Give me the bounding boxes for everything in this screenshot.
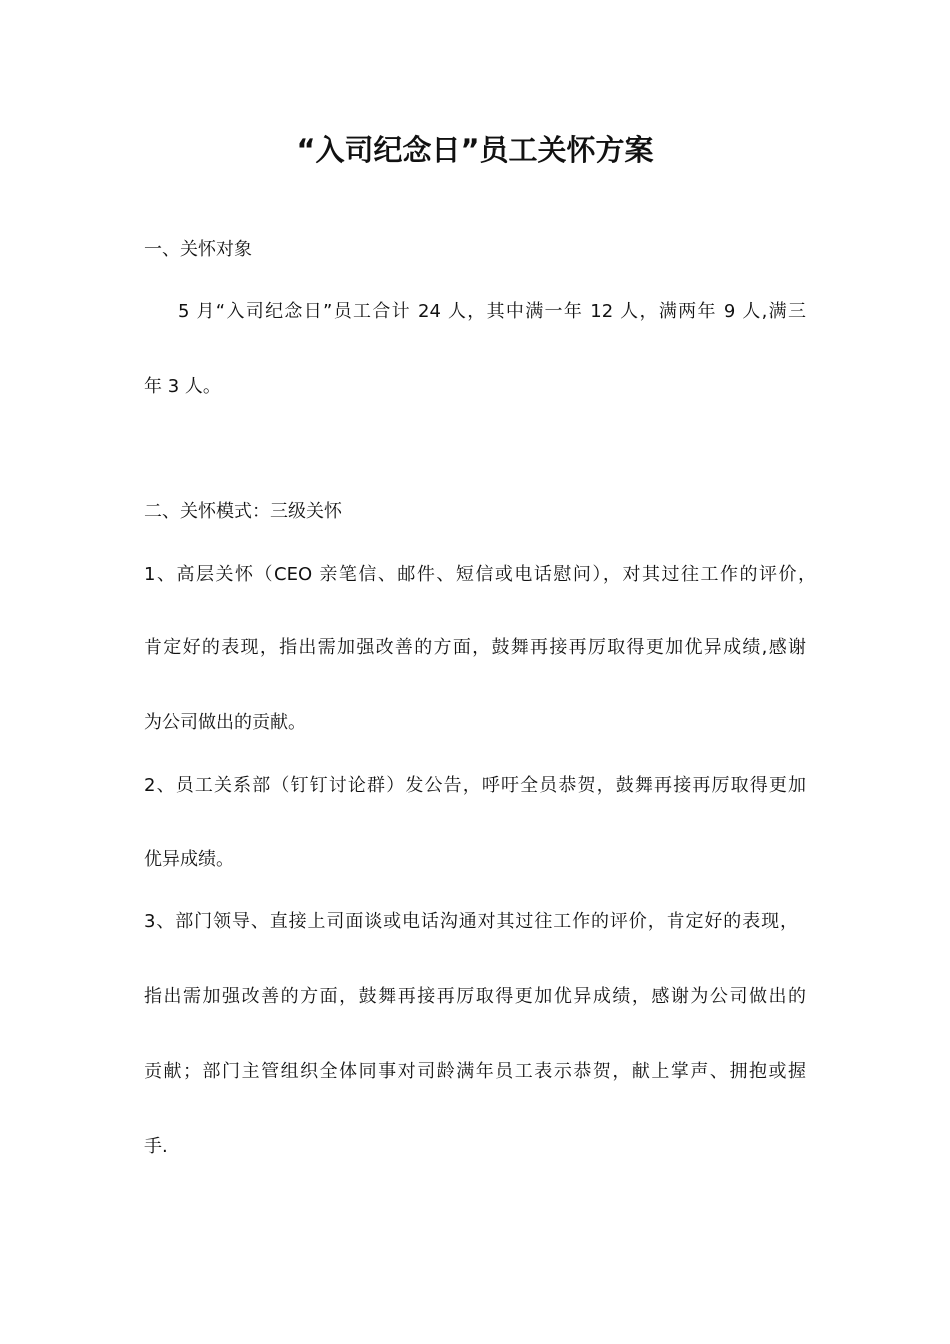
document-title: “入司纪念日”员工关怀方案 <box>296 133 654 167</box>
item1-line3: 为公司做出的贡献。 <box>144 712 306 733</box>
section1-heading: 一、关怀对象 <box>144 239 252 260</box>
section1-paragraph-line2: 年 3 人。 <box>144 376 221 397</box>
item3-line2: 指出需加强改善的方面，鼓舞再接再厉取得更加优异成绩，感谢为公司做出的 <box>144 986 806 1007</box>
item3-line1: 3、部门领导、直接上司面谈或电话沟通对其过往工作的评价，肯定好的表现， <box>144 911 798 932</box>
item3-line3: 贡献；部门主管组织全体同事对司龄满年员工表示恭贺，献上掌声、拥抱或握 <box>144 1061 806 1082</box>
item2-line2: 优异成绩。 <box>144 849 234 870</box>
item2-line1: 2、员工关系部（钉钉讨论群）发公告，呼吁全员恭贺，鼓舞再接再厉取得更加 <box>144 775 806 796</box>
item3-line4: 手. <box>144 1136 168 1157</box>
section1-paragraph-line1: 5 月“入司纪念日”员工合计 24 人，其中满一年 12 人，满两年 9 人,满三 <box>178 301 806 322</box>
item1-line1: 1、高层关怀（CEO 亲笔信、邮件、短信或电话慰问），对其过往工作的评价， <box>144 564 816 585</box>
section2-heading: 二、关怀模式：三级关怀 <box>144 501 342 522</box>
item1-line2: 肯定好的表现，指出需加强改善的方面，鼓舞再接再厉取得更加优异成绩,感谢 <box>144 637 806 658</box>
